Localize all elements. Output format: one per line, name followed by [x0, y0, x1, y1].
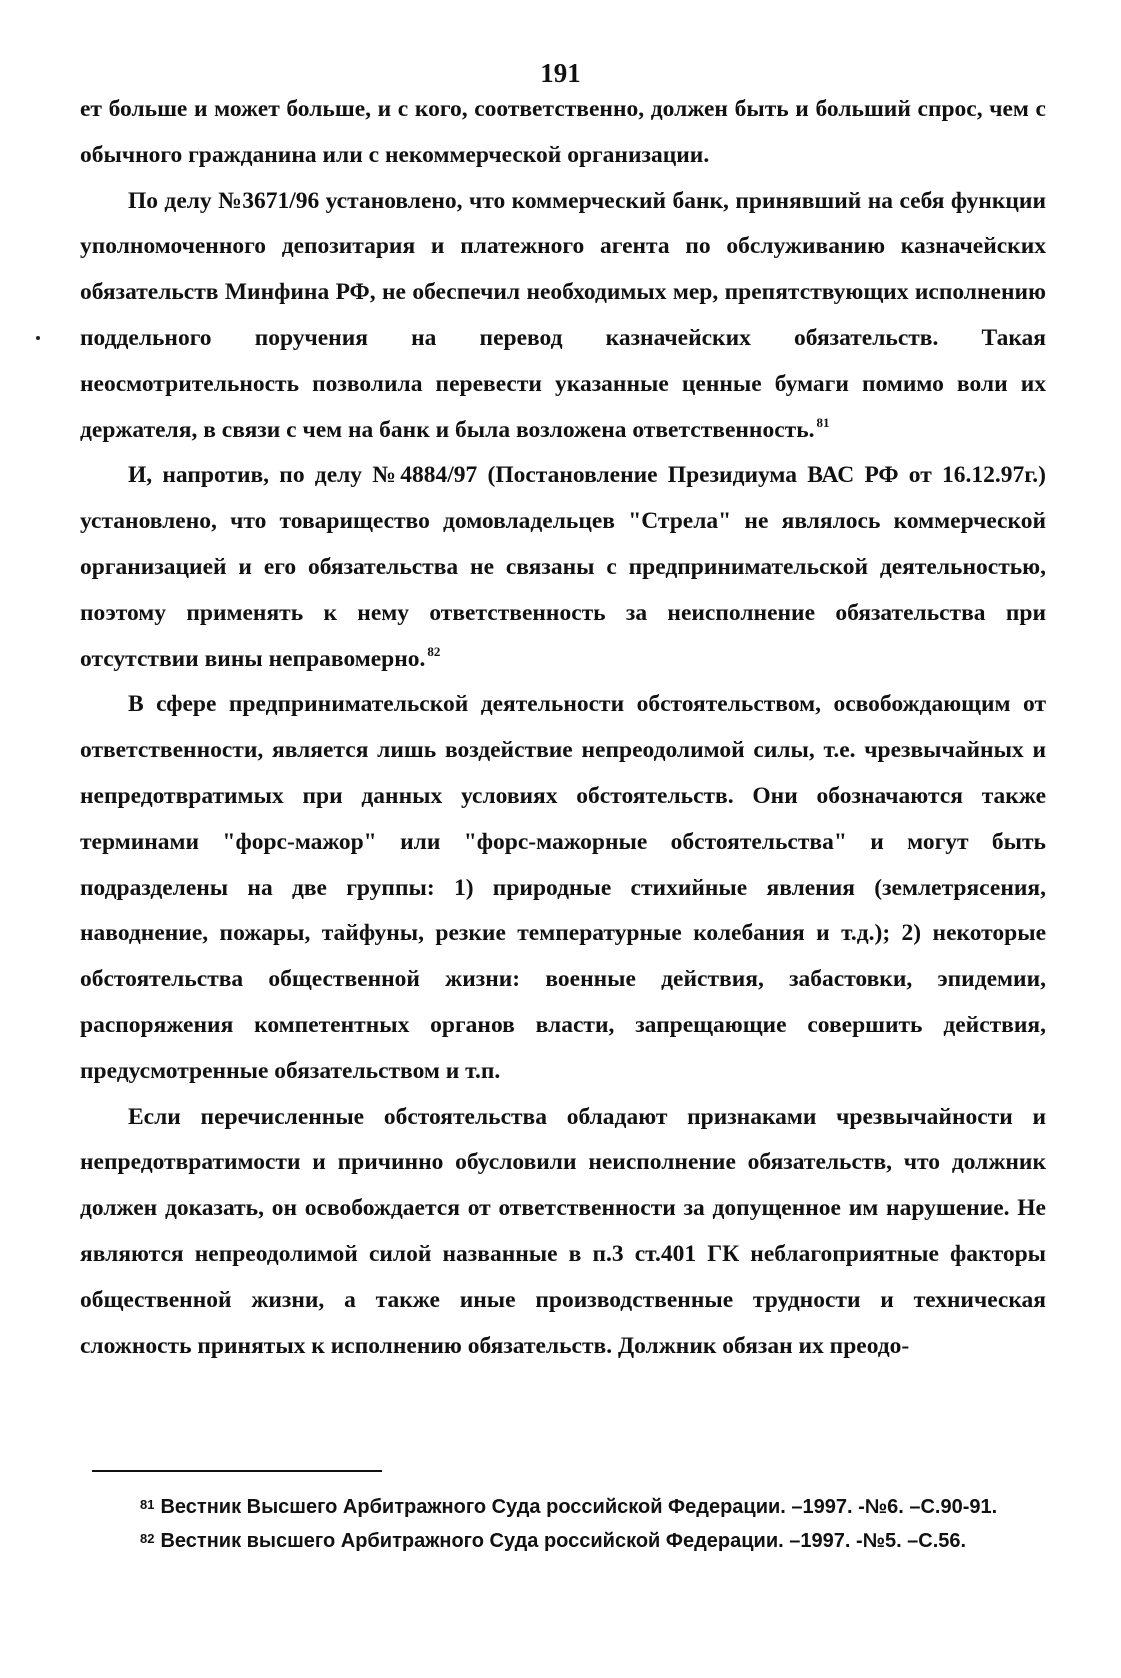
footnote-text: Вестник Высшего Арбитражного Суда российской Федерации. –1997. -№6. –С.90-91.	[160, 1496, 998, 1518]
paragraph-continuation	[80, 87, 1046, 179]
footnote-ref-82: 82	[427, 643, 441, 659]
footnote-ref-81: 81	[816, 414, 830, 430]
footnote-82	[140, 1524, 1060, 1558]
paragraph-case-4884	[80, 453, 1046, 682]
footnote-81	[140, 1490, 1060, 1524]
main-text	[80, 87, 1046, 1369]
footnotes	[140, 1490, 1060, 1558]
paragraph-force-majeure	[80, 682, 1046, 1094]
paragraph-text: В сфере предпринимательской деятельности обстоятельством, освобождающим от ответственности, является лишь воздействие непреодолимой силы, т.е. чрезвычайных и непредотвратимых при данных условиях обстоятельств. Они обозначаются также терминами "форс-мажор" или "форс-мажорные обстоятельства" и могут быть подразделены на две группы: 1) природные стихийные явления (землетрясения, наводнение, пожары, тайфуны, резкие температурные колебания и т.д.); 2) некоторые обстоятельства общественной жизни: военные действия, забастовки, эпидемии, распоряжения компетентных органов власти, запрещающие совершить действия, предусмотренные обязательством и т.п.	[80, 691, 1046, 1084]
page-number: 191	[540, 58, 581, 88]
paragraph-case-3671	[80, 179, 1046, 454]
paragraph-text: ет больше и может больше, и с кого, соответственно, должен быть и больший спрос, чем с обычного гражданина или с некоммерческой организации.	[80, 96, 1046, 168]
margin-dot-mark	[36, 336, 40, 340]
footnote-text: Вестник высшего Арбитражного Суда российской Федерации. –1997. -№5. –С.56.	[160, 1530, 967, 1552]
footnote-number: 81	[140, 1497, 155, 1512]
paragraph-obligations	[80, 1095, 1046, 1370]
footnote-number: 82	[140, 1531, 155, 1546]
paragraph-text: И, напротив, по делу №4884/97 (Постановление Президиума ВАС РФ от 16.12.97г.) установлено, что товарищество домовладельцев "Стрела" не являлось коммерческой организацией и его обязательства не связаны с предпринимательской деятельностью, поэтому применять к нему ответственность за неисполнение обязательства при отсутствии вины неправомерно.	[80, 462, 1046, 672]
paragraph-text: По делу №3671/96 установлено, что коммерческий банк, принявший на себя функции уполномоченного депозитария и платежного агента по обслуживанию казначейских обязательств Минфина РФ, не обеспечил необходимых мер, препятствующих исполнению поддельного поручения на перевод казначейских обязательств. Такая неосмотрительность позволила перевести указанные ценные бумаги помимо воли их держателя, в связи с чем на банк и была возложена ответственность.	[80, 187, 1046, 443]
paragraph-text: Если перечисленные обстоятельства обладают признаками чрезвычайности и непредотвратимости и причинно обусловили неисполнение обязательств, что должник должен доказать, он освобождается от ответственности за допущенное им нарушение. Не являются непреодолимой силой названные в п.3 ст.401 ГК неблагоприятные факторы общественной жизни, а также иные производственные трудности и техническая сложность принятых к исполнению обязательств. Должник обязан их преодо-	[80, 1103, 1046, 1359]
footnote-separator	[92, 1470, 382, 1472]
